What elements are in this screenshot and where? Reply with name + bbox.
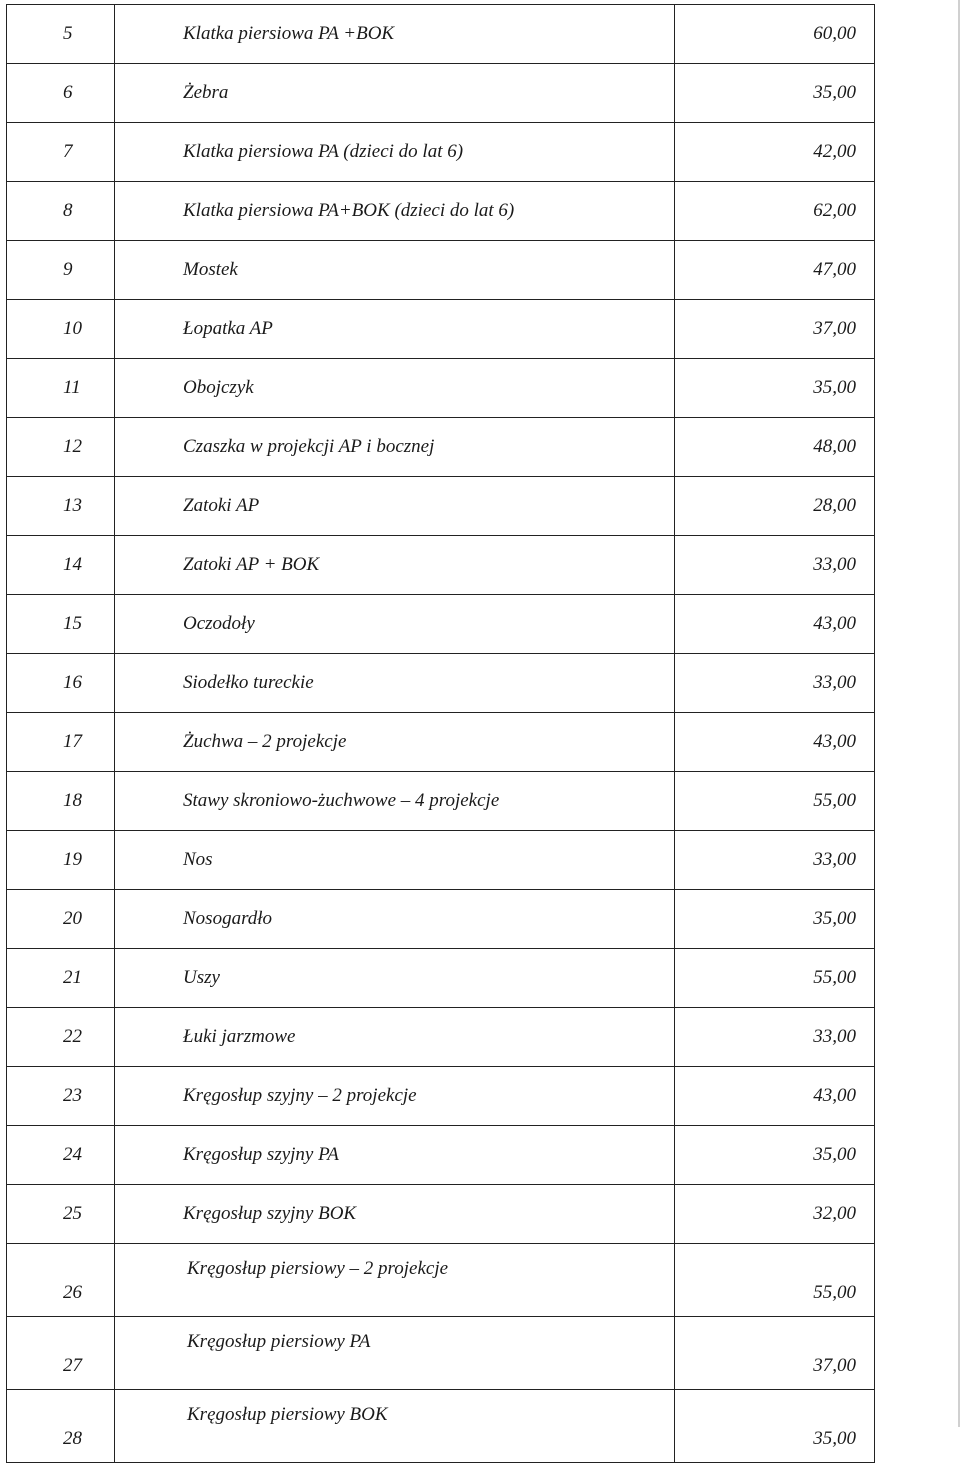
procedure-price: 43,00 — [675, 595, 875, 654]
table-row — [7, 300, 875, 359]
row-number: 16 — [7, 654, 115, 713]
row-number: 10 — [7, 300, 115, 359]
procedure-name: Klatka piersiowa PA+BOK (dzieci do lat 6) — [115, 182, 675, 241]
table-row — [7, 713, 875, 772]
table-row — [7, 1008, 875, 1067]
table-row — [7, 1317, 875, 1390]
procedure-name: Klatka piersiowa PA (dzieci do lat 6) — [115, 123, 675, 182]
row-number: 19 — [7, 831, 115, 890]
procedure-price: 43,00 — [675, 1067, 875, 1126]
procedure-name: Zatoki AP — [115, 477, 675, 536]
procedure-price: 55,00 — [675, 1244, 875, 1317]
procedure-name: Łopatka AP — [115, 300, 675, 359]
procedure-name: Mostek — [115, 241, 675, 300]
procedure-name: Łuki jarzmowe — [115, 1008, 675, 1067]
row-number: 15 — [7, 595, 115, 654]
procedure-price: 33,00 — [675, 1008, 875, 1067]
procedure-name: Uszy — [115, 949, 675, 1008]
row-number: 18 — [7, 772, 115, 831]
procedure-price: 33,00 — [675, 536, 875, 595]
row-number: 13 — [7, 477, 115, 536]
table-row — [7, 241, 875, 300]
procedure-price: 33,00 — [675, 654, 875, 713]
table-row — [7, 654, 875, 713]
procedure-name: Żuchwa – 2 projekcje — [115, 713, 675, 772]
table-row — [7, 123, 875, 182]
procedure-price: 35,00 — [675, 359, 875, 418]
row-number: 22 — [7, 1008, 115, 1067]
price-table — [6, 4, 875, 1463]
procedure-price: 47,00 — [675, 241, 875, 300]
procedure-name: Stawy skroniowo-żuchwowe – 4 projekcje — [115, 772, 675, 831]
row-number: 17 — [7, 713, 115, 772]
procedure-name: Obojczyk — [115, 359, 675, 418]
procedure-price: 35,00 — [675, 1390, 875, 1463]
procedure-price: 33,00 — [675, 831, 875, 890]
row-number: 25 — [7, 1185, 115, 1244]
procedure-price: 42,00 — [675, 123, 875, 182]
procedure-name: Klatka piersiowa PA +BOK — [115, 5, 675, 64]
procedure-name: Kręgosłup szyjny – 2 projekcje — [115, 1067, 675, 1126]
row-number: 11 — [7, 359, 115, 418]
table-row — [7, 418, 875, 477]
procedure-price: 28,00 — [675, 477, 875, 536]
procedure-price: 37,00 — [675, 1317, 875, 1390]
table-row — [7, 772, 875, 831]
procedure-name: Kręgosłup piersiowy – 2 projekcje — [115, 1244, 675, 1317]
price-table-body — [7, 5, 875, 1463]
row-number: 7 — [7, 123, 115, 182]
row-number: 21 — [7, 949, 115, 1008]
procedure-price: 60,00 — [675, 5, 875, 64]
procedure-price: 35,00 — [675, 890, 875, 949]
procedure-name: Siodełko tureckie — [115, 654, 675, 713]
procedure-price: 55,00 — [675, 772, 875, 831]
table-row — [7, 595, 875, 654]
table-row — [7, 536, 875, 595]
procedure-price: 35,00 — [675, 1126, 875, 1185]
row-number: 5 — [7, 5, 115, 64]
row-number: 26 — [7, 1244, 115, 1317]
table-row — [7, 477, 875, 536]
table-row — [7, 64, 875, 123]
procedure-price: 48,00 — [675, 418, 875, 477]
procedure-price: 32,00 — [675, 1185, 875, 1244]
row-number: 14 — [7, 536, 115, 595]
row-number: 8 — [7, 182, 115, 241]
row-number: 28 — [7, 1390, 115, 1463]
table-row — [7, 1244, 875, 1317]
procedure-name: Kręgosłup piersiowy PA — [115, 1317, 675, 1390]
procedure-name: Czaszka w projekcji AP i bocznej — [115, 418, 675, 477]
procedure-name: Kręgosłup piersiowy BOK — [115, 1390, 675, 1463]
table-row — [7, 359, 875, 418]
table-row — [7, 890, 875, 949]
table-row — [7, 1185, 875, 1244]
row-number: 24 — [7, 1126, 115, 1185]
procedure-name: Żebra — [115, 64, 675, 123]
table-row — [7, 1390, 875, 1463]
table-row — [7, 1126, 875, 1185]
procedure-name: Kręgosłup szyjny BOK — [115, 1185, 675, 1244]
procedure-price: 62,00 — [675, 182, 875, 241]
row-number: 6 — [7, 64, 115, 123]
row-number: 20 — [7, 890, 115, 949]
row-number: 23 — [7, 1067, 115, 1126]
procedure-name: Kręgosłup szyjny PA — [115, 1126, 675, 1185]
procedure-price: 37,00 — [675, 300, 875, 359]
procedure-name: Zatoki AP + BOK — [115, 536, 675, 595]
procedure-price: 55,00 — [675, 949, 875, 1008]
row-number: 9 — [7, 241, 115, 300]
procedure-price: 35,00 — [675, 64, 875, 123]
table-row — [7, 949, 875, 1008]
table-row — [7, 5, 875, 64]
table-row — [7, 1067, 875, 1126]
row-number: 12 — [7, 418, 115, 477]
procedure-name: Nosogardło — [115, 890, 675, 949]
table-row — [7, 182, 875, 241]
procedure-price: 43,00 — [675, 713, 875, 772]
procedure-name: Oczodoły — [115, 595, 675, 654]
row-number: 27 — [7, 1317, 115, 1390]
table-row — [7, 831, 875, 890]
procedure-name: Nos — [115, 831, 675, 890]
